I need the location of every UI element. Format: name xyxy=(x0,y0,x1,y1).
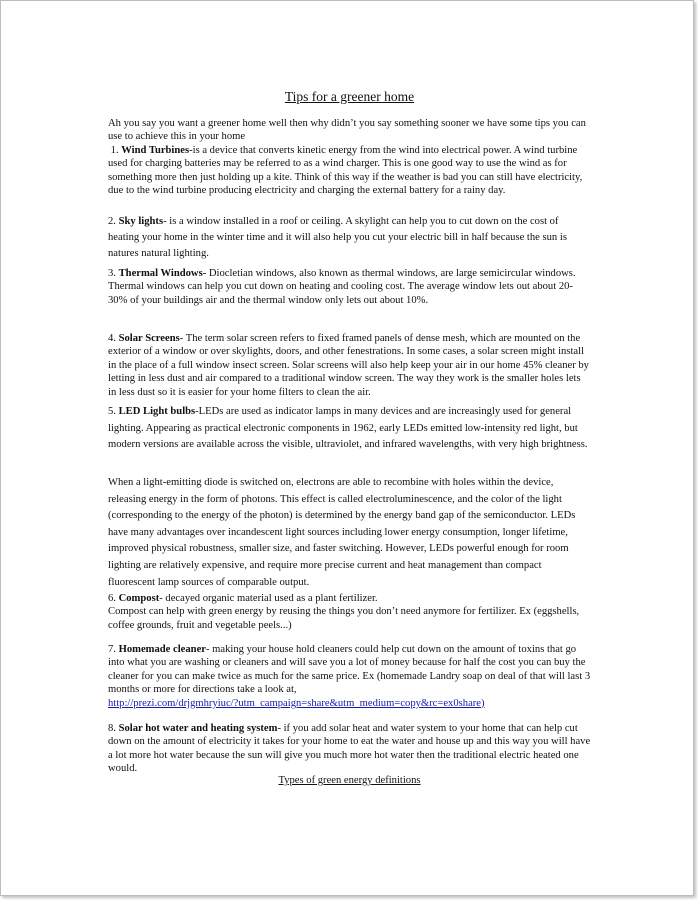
section-1-heading: Wind Turbines xyxy=(121,144,190,156)
section-5-text-2: When a light-emitting diode is switched on, electrons are able to recombine with holes within the device, releasing energy in the form of photons. This effect is called electroluminescence, and the color of the light (corresponding to the energy of the photon) is determined by the energy band gap of the semiconductor. LEDs have many advantages over incandescent light sources including lower energy consumption, longer lifetime, improved physical robustness, smaller size, and faster switching. However, LEDs powerful enough for room lighting are relatively expensive, and require more precise current and heat management than compact fluorescent lamp sources of comparable output. xyxy=(108,477,576,588)
section-2 xyxy=(108,214,591,263)
prezi-link[interactable]: http://prezi.com/drjgmhryiuc/?utm_campaign=share&utm_medium=copy&rc=ex0share) xyxy=(108,697,485,709)
section-3 xyxy=(108,267,591,307)
section-3-text-2: Thermal windows can help you cut down on heating and cooling cost. The average window lets out about 20-30% of your buildings air and the thermal window only lets out about 10%. xyxy=(108,281,573,306)
section-4-number: 4. xyxy=(108,333,116,344)
page-title: Tips for a greener home xyxy=(284,89,415,104)
section-6 xyxy=(108,592,591,632)
section-4 xyxy=(108,332,591,399)
section-5-text: -LEDs are used as indicator lamps in many devices and are increasingly used for general lighting. Appearing as practical electronic components in 1962, early LEDs emitted low-intensity red light, but modern versions are available across the visible, ultraviolet, and infrared wavelengths, with very high brightness. xyxy=(108,406,588,451)
section-5-heading: LED Light bulbs xyxy=(118,406,196,417)
section-6-number: 6. xyxy=(108,593,116,604)
section-5 xyxy=(108,404,591,454)
section-5-paragraph-2 xyxy=(108,475,591,591)
section-3-text: Diocletian windows, also known as thermal windows, are large semicircular windows. xyxy=(206,268,576,279)
section-3-number: 3. xyxy=(108,268,116,279)
intro-text: Ah you say you want a greener home well then why didn’t you say something sooner we have some tips you can use to achieve this in your home xyxy=(108,118,586,143)
section-7 xyxy=(108,643,591,710)
section-7-text: - making your house hold cleaners could help cut down on the amount of toxins that go into what you are washing or cleaners and will save you a lot of money because for half the cost you can buy the cleaner for you can make twice as much for the same price. Ex (homemade Landry soap on deal of that will last 3 months or more for directions take a look at, xyxy=(108,644,591,696)
section-6-text: - decayed organic material used as a plant fertilizer. xyxy=(159,593,378,604)
section-7-number: 7. xyxy=(108,644,116,655)
section-1-text: -is a device that converts kinetic energy from the wind into electrical power. A wind turbine used for charging batteries may be referred to as a wind charger. This is one good way to use the wind as for something more then just holding up a kite. Think of this way if the weather is bad you can still have electricity, due to the wind turbine producing electricity and charging the external battery for a rainy day. xyxy=(108,144,583,197)
section-2-text: - is a window installed in a roof or ceiling. A skylight can help you to cut down on the cost of heating your home in the winter time and it will also help you cut your electric bill in half because the sun is natures natural lighting. xyxy=(108,216,567,260)
section-3-heading: Thermal Windows- xyxy=(118,268,207,279)
section-5-number: 5. xyxy=(108,406,116,417)
footer-heading: Types of green energy definitions xyxy=(278,775,421,786)
section-4-heading: Solar Screens xyxy=(118,333,180,344)
section-4-text: - The term solar screen refers to fixed framed panels of dense mesh, which are mounted on the exterior of a window or over skylights, doors, and other fenestrations. In some cases, a solar screen might install in the place of a full window insect screen. Solar screens will also help keep your air in our home 45% cleaner by letting in less dust and air compared to a traditional window screen. The way they work is the smaller holes lets in less dust so it is easier for your home filters to clean the air. xyxy=(108,333,589,398)
intro-paragraph xyxy=(108,117,591,197)
section-6-text-2: Compost can help with green energy by reusing the things you don’t need anymore for fertilizer. Ex (eggshells, coffee grounds, fruit and vegetable peels...) xyxy=(108,606,580,631)
section-8-heading: Solar hot water and heating system xyxy=(118,723,278,734)
section-8 xyxy=(108,722,591,776)
section-8-text: - if you add solar heat and water system to your home that can help cut down on the amount of electricity it takes for your home to eat the water and house up and this way you will have a lot more hot water because the sun will give you much more hot water then the traditional electric heated one would. xyxy=(108,723,591,775)
section-8-number: 8. xyxy=(108,723,116,734)
section-1-number: 1. xyxy=(110,144,119,156)
section-7-heading: Homemade cleaner xyxy=(118,644,206,655)
section-6-heading: Compost xyxy=(118,593,160,604)
section-2-number: 2. xyxy=(108,216,116,227)
section-2-heading: Sky lights xyxy=(118,216,164,227)
